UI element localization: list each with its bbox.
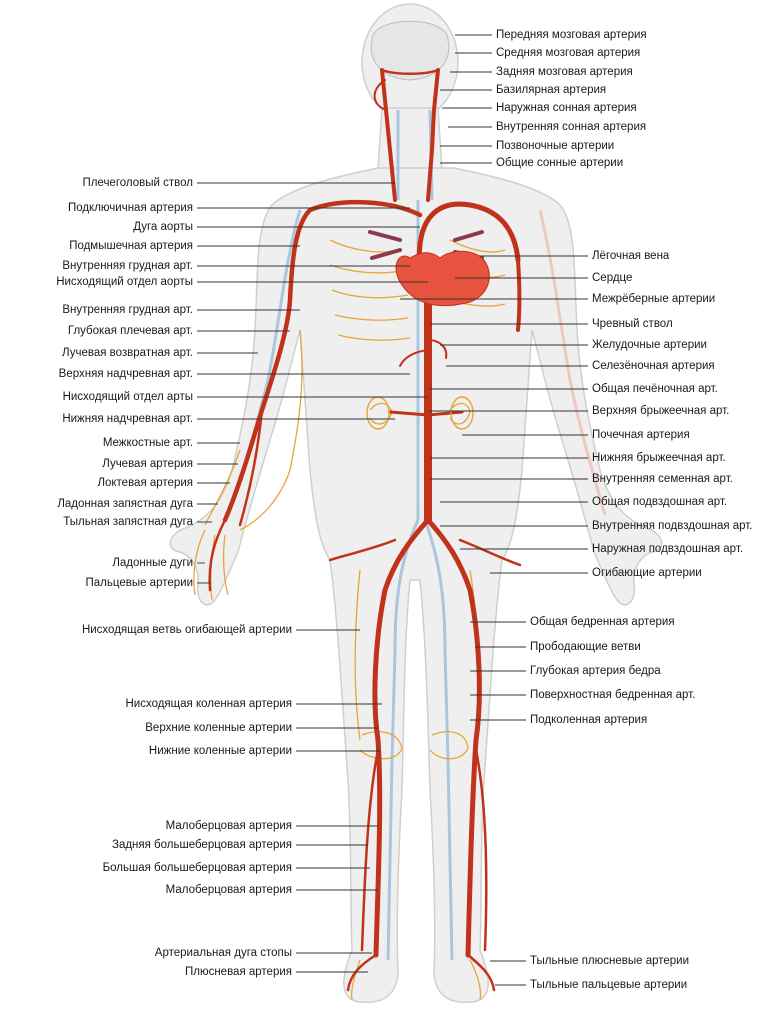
label-right-head-6: Позвоночные артерии	[496, 140, 615, 152]
label-right-torso-1: Сердце	[592, 272, 633, 284]
label-right-torso-8: Почечная артерия	[592, 429, 690, 441]
label-left-upper-18: Пальцевые артерии	[85, 577, 193, 589]
label-left-leg-9: Плюсневая артерия	[184, 966, 292, 978]
label-left-upper-1: Подключичная артерия	[67, 202, 193, 214]
label-right-torso-14: Огибающие артерии	[592, 567, 702, 579]
label-left-leg-3: Нижние коленные артерии	[148, 745, 292, 757]
label-right-foot-0: Тыльные плюсневые артерии	[530, 955, 690, 967]
label-left-leg-6: Большая большеберцовая артерия	[102, 862, 292, 874]
label-right-torso-13: Наружная подвздошная арт.	[592, 543, 744, 555]
label-left-upper-14: Локтевая артерия	[97, 477, 193, 489]
label-right-leg-2: Глубокая артерия бедра	[530, 665, 661, 677]
label-left-upper-10: Нисходящий отдел арты	[62, 391, 193, 403]
label-left-upper-17: Ладонные дуги	[112, 557, 193, 569]
label-left-leg-0: Нисходящая ветвь огибающей артерии	[81, 624, 292, 636]
label-right-head-0: Передняя мозговая артерия	[496, 29, 647, 41]
label-right-torso-7: Верхняя брыжеечная арт.	[592, 405, 730, 417]
label-right-head-2: Задняя мозговая артерия	[496, 66, 633, 78]
label-left-upper-7: Глубокая плечевая арт.	[67, 325, 193, 337]
label-right-leg-1: Прободающие ветви	[530, 641, 641, 653]
body-silhouette	[170, 4, 661, 1002]
label-right-head-5: Внутренняя сонная артерия	[496, 121, 647, 133]
label-right-head-3: Базилярная артерия	[496, 84, 607, 96]
label-left-upper-4: Внутренняя грудная арт.	[62, 260, 193, 272]
label-left-upper-2: Дуга аорты	[133, 221, 193, 233]
label-right-torso-10: Внутренняя семенная арт.	[592, 473, 733, 485]
label-left-leg-5: Задняя большеберцовая артерия	[112, 839, 292, 851]
label-right-torso-0: Лёгочная вена	[592, 250, 670, 262]
label-right-head-1: Средняя мозговая артерия	[496, 47, 641, 59]
label-right-head-4: Наружная сонная артерия	[496, 102, 637, 114]
label-left-upper-8: Лучевая возвратная арт.	[62, 347, 193, 359]
label-right-torso-3: Чревный ствол	[592, 318, 673, 330]
label-left-upper-16: Тыльная запястная дуга	[63, 516, 193, 528]
label-right-torso-4: Желудочные артерии	[592, 339, 707, 351]
label-left-upper-3: Подмышечная артерия	[69, 240, 193, 252]
label-left-leg-1: Нисходящая коленная артерия	[125, 698, 292, 710]
label-right-head-7: Общие сонные артерии	[496, 157, 624, 169]
label-right-leg-4: Подколенная артерия	[530, 714, 648, 726]
label-right-torso-9: Нижняя брыжеечная арт.	[592, 452, 726, 464]
label-right-leg-0: Общая бедренная артерия	[530, 616, 675, 628]
label-right-foot-1: Тыльные пальцевые артерии	[530, 979, 688, 991]
label-left-upper-13: Лучевая артерия	[102, 458, 193, 470]
label-right-torso-2: Межрёберные артерии	[592, 293, 716, 305]
label-left-leg-2: Верхние коленные артерии	[145, 722, 292, 734]
label-left-leg-4: Малоберцовая артерия	[165, 820, 292, 832]
label-right-leg-3: Поверхностная бедренная арт.	[530, 689, 696, 701]
label-left-leg-8: Артериальная дуга стопы	[154, 947, 292, 959]
label-left-upper-15: Ладонная запястная дуга	[57, 498, 193, 510]
label-left-upper-11: Нижняя надчревная арт.	[62, 413, 193, 425]
label-right-torso-12: Внутренняя подвздошная арт.	[592, 520, 753, 532]
label-left-upper-12: Межкостные арт.	[102, 437, 193, 449]
label-right-torso-11: Общая подвздошная арт.	[592, 496, 728, 508]
label-right-torso-5: Селезёночная артерия	[592, 360, 715, 372]
label-left-upper-9: Верхняя надчревная арт.	[58, 368, 193, 380]
label-left-upper-6: Внутренняя грудная арт.	[62, 304, 193, 316]
label-left-upper-5: Нисходящий отдел аорты	[56, 276, 193, 288]
label-left-leg-7: Малоберцовая артерия	[165, 884, 292, 896]
label-right-torso-6: Общая печёночная арт.	[592, 383, 718, 395]
label-left-upper-0: Плечеголовый ствол	[82, 177, 193, 189]
